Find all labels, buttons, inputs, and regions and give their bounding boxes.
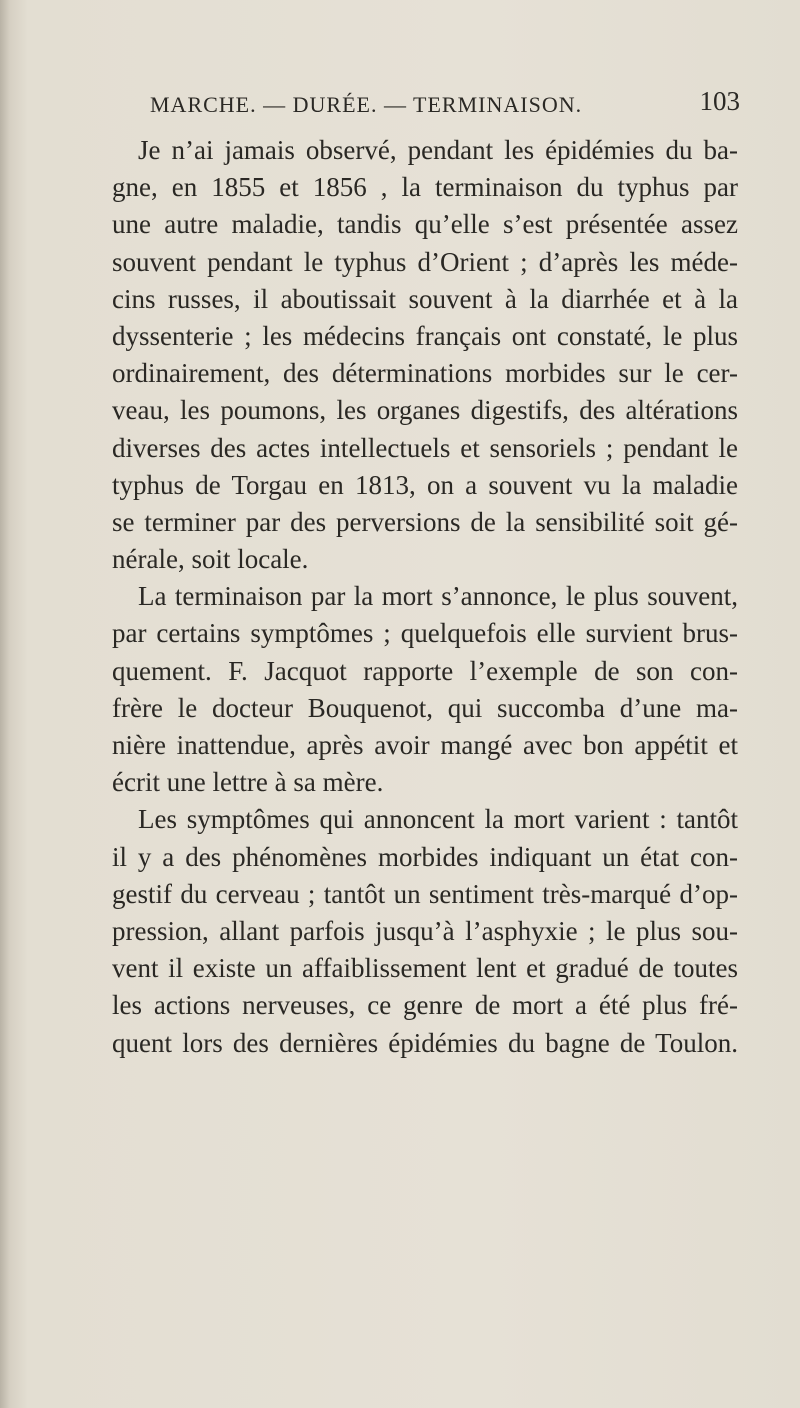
page-number: 103 bbox=[699, 86, 740, 116]
text-line: dyssenterie ; les médecins français ont constaté, le plus bbox=[112, 320, 738, 351]
text-line: ordinairement, des déterminations morbides sur le cer- bbox=[112, 358, 738, 389]
running-head bbox=[150, 86, 740, 120]
body-text bbox=[112, 132, 738, 1062]
text-line: gne, en 1855 et 1856 , la terminaison du typhus par bbox=[112, 172, 738, 203]
text-line: vent il existe un affaiblissement lent et gradué de toutes bbox=[112, 953, 738, 984]
text-line: une autre maladie, tandis qu’elle s’est présentée assez bbox=[112, 209, 738, 240]
text-line: La terminaison par la mort s’annonce, le plus souvent, bbox=[138, 581, 738, 612]
text-line: les actions nerveuses, ce genre de mort a été plus fré- bbox=[112, 990, 738, 1021]
text-line: gestif du cerveau ; tantôt un sentiment très-marqué d’op- bbox=[112, 878, 738, 909]
text-line: souvent pendant le typhus d’Orient ; d’après les méde- bbox=[112, 246, 738, 277]
text-line: nière inattendue, après avoir mangé avec bon appétit et bbox=[112, 730, 738, 760]
text-line: nérale, soit locale. bbox=[112, 544, 309, 575]
text-line: Je n’ai jamais observé, pendant les épidémies du ba- bbox=[138, 135, 738, 165]
text-line: frère le docteur Bouquenot, qui succomba d’une ma- bbox=[112, 692, 738, 723]
text-line: diverses des actes intellectuels et sensoriels ; pendant le bbox=[112, 432, 738, 463]
text-line: veau, les poumons, les organes digestifs, des altérations bbox=[112, 395, 738, 426]
text-line: pression, allant parfois jusqu’à l’asphyxie ; le plus sou- bbox=[112, 915, 738, 946]
text-line: écrit une lettre à sa mère. bbox=[112, 767, 384, 798]
running-title: MARCHE. — DURÉE. — TERMINAISON. bbox=[150, 92, 583, 117]
text-line: quent lors des dernières épidémies du bagne de Toulon. bbox=[112, 1027, 738, 1058]
text-line: par certains symptômes ; quelquefois elle survient brus- bbox=[112, 618, 738, 649]
text-line: se terminer par des perversions de la sensibilité soit gé- bbox=[112, 506, 738, 537]
text-line: typhus de Torgau en 1813, on a souvent vu la maladie bbox=[112, 469, 738, 500]
text-line: cins russes, il aboutissait souvent à la diarrhée et à la bbox=[112, 283, 738, 314]
text-line: Les symptômes qui annoncent la mort varient : tantôt bbox=[138, 804, 738, 835]
text-line: quement. F. Jacquot rapporte l’exemple de son con- bbox=[112, 655, 738, 686]
text-line: il y a des phénomènes morbides indiquant un état con- bbox=[112, 841, 738, 872]
